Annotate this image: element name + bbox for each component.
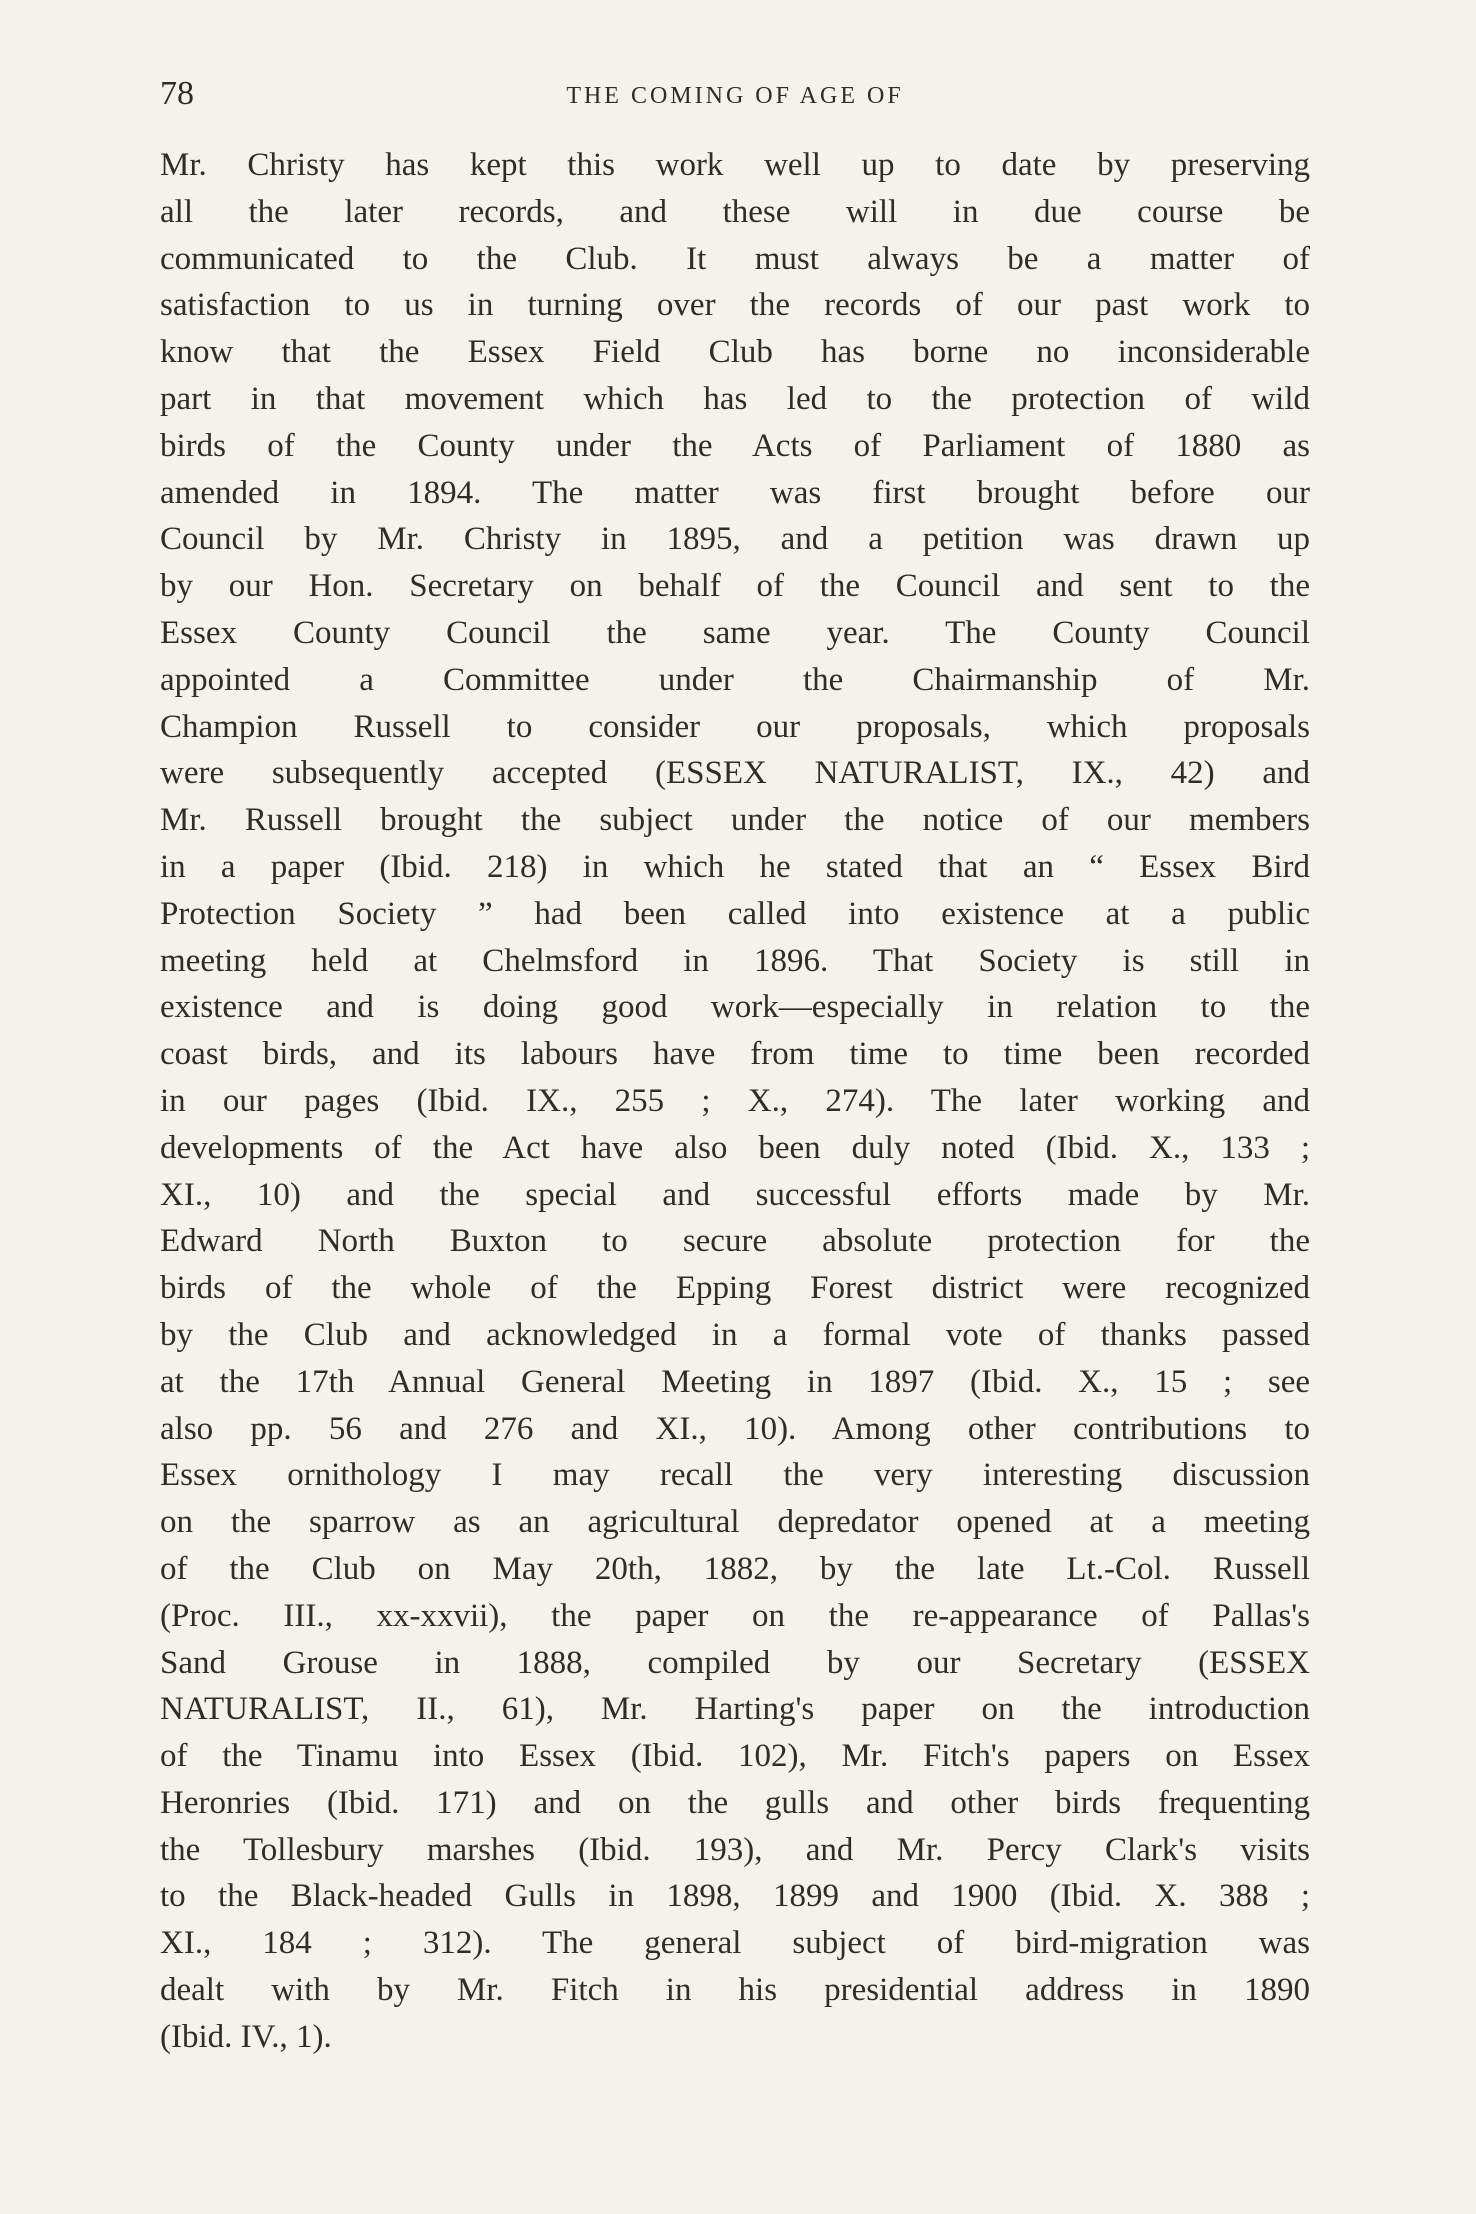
text-line: XI., 184 ; 312). The general subject of bird-migration was [160, 1925, 1310, 1962]
text-line: were subsequently accepted (ESSEX NATURALIST, IX., 42) and [160, 755, 1310, 792]
text-line: Council by Mr. Christy in 1895, and a petition was drawn up [160, 521, 1310, 558]
text-line: satisfaction to us in turning over the records of our past work to [160, 287, 1310, 324]
page-number: 78 [160, 75, 194, 112]
text-line: birds of the whole of the Epping Forest district were recognized [160, 1270, 1310, 1307]
text-line: of the Tinamu into Essex (Ibid. 102), Mr. Fitch's papers on Essex [160, 1738, 1310, 1775]
body-paragraph [160, 142, 1310, 2061]
text-line: in a paper (Ibid. 218) in which he stated that an “ Essex Bird [160, 848, 1310, 885]
text-line: by the Club and acknowledged in a formal vote of thanks passed [160, 1316, 1310, 1353]
text-line: Essex ornithology I may recall the very interesting discussion [160, 1457, 1310, 1494]
text-line: existence and is doing good work—especially in relation to the [160, 989, 1310, 1026]
text-line: of the Club on May 20th, 1882, by the late Lt.-Col. Russell [160, 1550, 1310, 1587]
text-line: amended in 1894. The matter was first brought before our [160, 474, 1310, 511]
text-line: know that the Essex Field Club has borne no inconsiderable [160, 334, 1310, 371]
text-line: the Tollesbury marshes (Ibid. 193), and Mr. Percy Clark's visits [160, 1831, 1310, 1868]
text-line: (Ibid. IV., 1). [160, 2018, 332, 2055]
text-line: coast birds, and its labours have from time to time been recorded [160, 1036, 1310, 1073]
text-line: meeting held at Chelmsford in 1896. That Society is still in [160, 942, 1310, 979]
text-line: (Proc. III., xx-xxvii), the paper on the re-appearance of Pallas's [160, 1597, 1310, 1634]
text-line: dealt with by Mr. Fitch in his presidential address in 1890 [160, 1972, 1310, 2009]
text-line: communicated to the Club. It must always be a matter of [160, 240, 1310, 277]
text-line: Protection Society ” had been called into existence at a public [160, 895, 1310, 932]
text-line: XI., 10) and the special and successful efforts made by Mr. [160, 1176, 1310, 1213]
text-line: NATURALIST, II., 61), Mr. Harting's paper on the introduction [160, 1691, 1310, 1728]
text-line: Heronries (Ibid. 171) and on the gulls and other birds frequenting [160, 1784, 1310, 1821]
page-header [160, 70, 1310, 118]
text-line: at the 17th Annual General Meeting in 1897 (Ibid. X., 15 ; see [160, 1363, 1310, 1400]
running-head: THE COMING OF AGE OF [566, 83, 904, 109]
text-line: by our Hon. Secretary on behalf of the Council and sent to the [160, 568, 1310, 605]
text-line: Edward North Buxton to secure absolute protection for the [160, 1223, 1310, 1260]
text-line: Essex County Council the same year. The County Council [160, 614, 1310, 651]
text-line: developments of the Act have also been duly noted (Ibid. X., 133 ; [160, 1129, 1310, 1166]
text-line: also pp. 56 and 276 and XI., 10). Among other contributions to [160, 1410, 1310, 1447]
text-line: Mr. Christy has kept this work well up to date by preserving [160, 147, 1310, 183]
text-line: on the sparrow as an agricultural depredator opened at a meeting [160, 1504, 1310, 1541]
text-line: Champion Russell to consider our proposals, which proposals [160, 708, 1310, 745]
text-line: Sand Grouse in 1888, compiled by our Secretary (ESSEX [160, 1644, 1310, 1681]
text-line: in our pages (Ibid. IX., 255 ; X., 274). The later working and [160, 1082, 1310, 1119]
text-line: birds of the County under the Acts of Parliament of 1880 as [160, 427, 1310, 464]
text-line: part in that movement which has led to the protection of wild [160, 380, 1310, 417]
text-line: appointed a Committee under the Chairmanship of Mr. [160, 661, 1310, 698]
text-line: to the Black-headed Gulls in 1898, 1899 and 1900 (Ibid. X. 388 ; [160, 1878, 1310, 1915]
text-line: Mr. Russell brought the subject under the notice of our members [160, 802, 1310, 839]
text-line: all the later records, and these will in due course be [160, 193, 1310, 230]
